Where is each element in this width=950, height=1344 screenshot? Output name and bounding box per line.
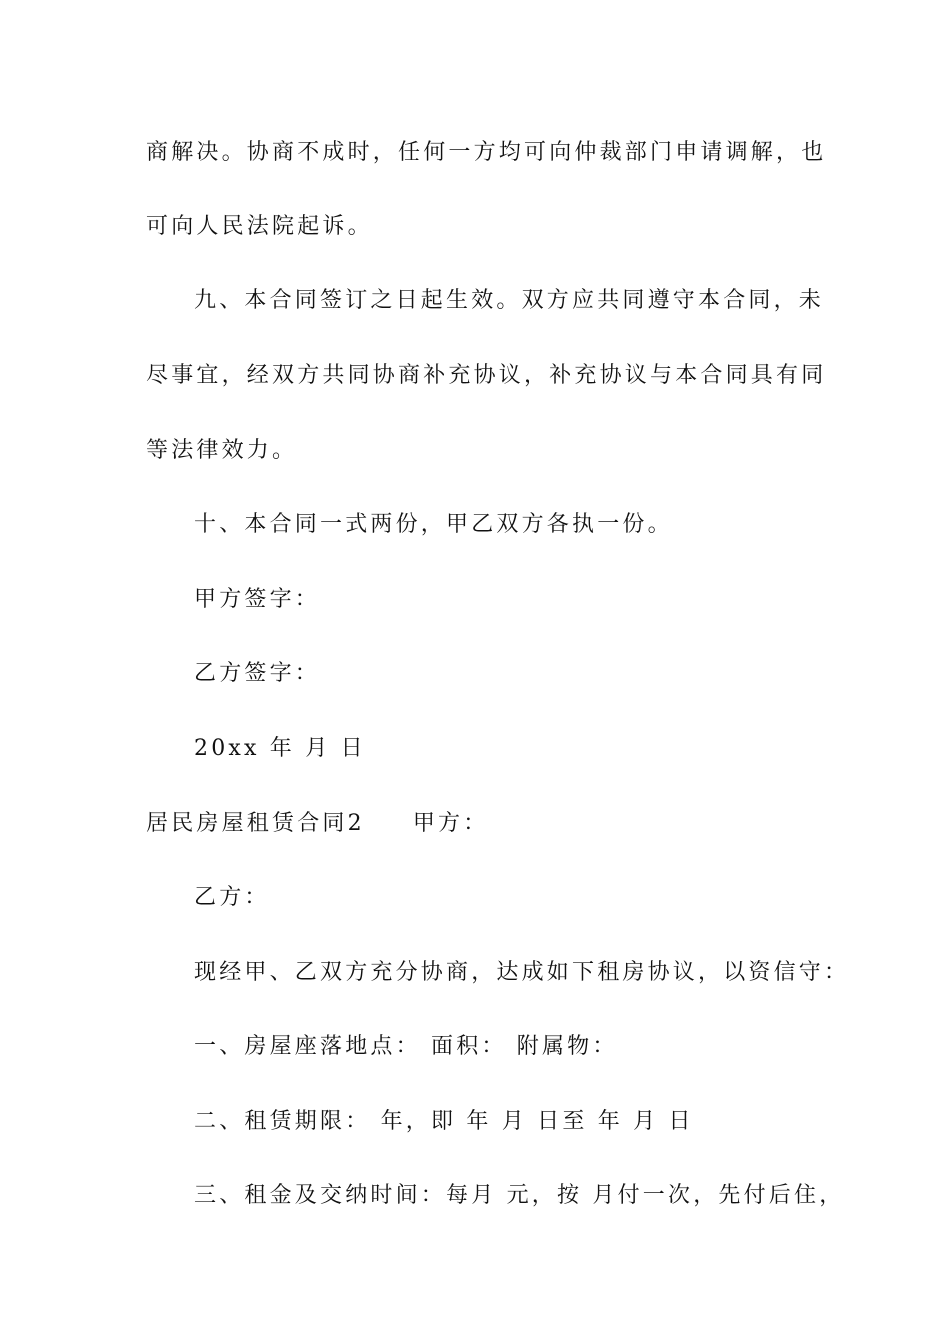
paragraph-line: 尽事宜，经双方共同协商补充协议，补充协议与本合同具有同 [146, 363, 827, 388]
party-a-signature: 甲方签字： [194, 587, 321, 612]
paragraph-line: 等法律效力。 [146, 438, 298, 463]
contract-title-line [146, 809, 826, 839]
clause-three-line: 三、租金及交纳时间：每月 元，按 月付一次，先付后住， [194, 1183, 845, 1208]
party-b-signature: 乙方签字： [194, 661, 321, 686]
agreement-intro: 现经甲、乙双方充分协商，达成如下租房协议，以资信守： [194, 960, 850, 985]
paragraph-line: 可向人民法院起诉。 [146, 214, 373, 239]
date-line: 20xx 年 月 日 [194, 736, 366, 761]
party-a-label: 甲方： [412, 811, 489, 836]
contract-title: 居民房屋租赁合同2 [146, 811, 365, 836]
clause-ten-line: 十、本合同一式两份，甲乙双方各执一份。 [194, 512, 673, 537]
party-b-label: 乙方： [194, 885, 270, 910]
paragraph-line: 商解决。协商不成时，任何一方均可向仲裁部门申请调解，也 [146, 140, 827, 165]
clause-two-line: 二、租赁期限： 年，即 年 月 日至 年 月 日 [194, 1109, 694, 1134]
clause-nine-line: 九、本合同签订之日起生效。双方应共同遵守本合同，未 [194, 288, 825, 313]
clause-one-line: 一、房屋座落地点： 面积： 附属物： [194, 1034, 618, 1059]
